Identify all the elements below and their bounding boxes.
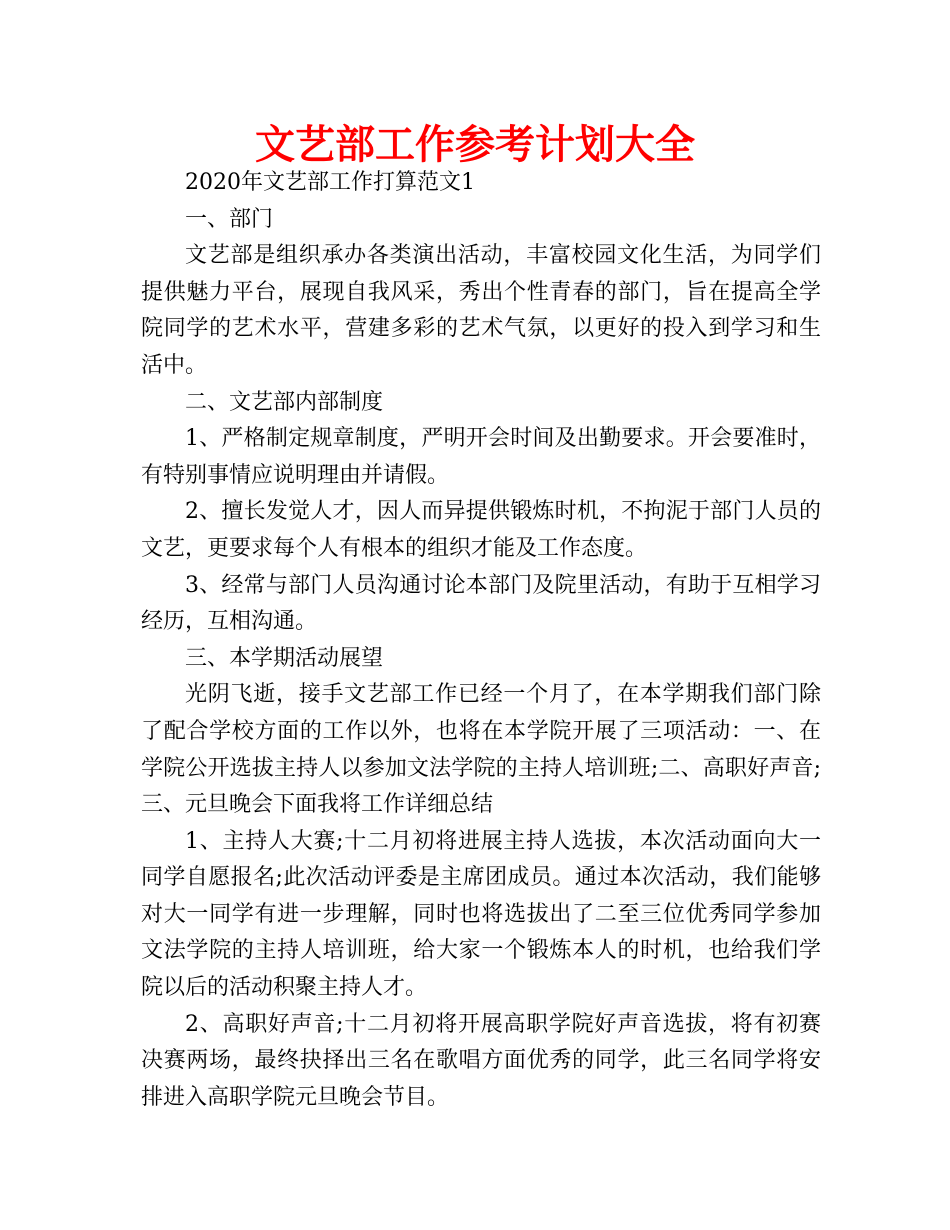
- activity-overview: 光阴飞逝，接手文艺部工作已经一个月了，在本学期我们部门除了配合学校方面的工作以外，也将在本学院开展了三项活动：一、在学院公开选拔主持人以参加文法学院的主持人培训班;二、高职好声音;三、元旦晚会下面我将工作详细总结: [141, 682, 821, 818]
- rule-item-3: 3、经常与部门人员沟通讨论本部门及院里活动，有助于互相学习经历，互相沟通。: [141, 572, 821, 635]
- activity-item-1: 1、主持人大赛;十二月初将进展主持人选拔，本次活动面向大一同学自愿报名;此次活动评委是主席团成员。通过本次活动，我们能够对大一同学有进一步理解，同时也将选拔出了二至三位优秀同学参加文法学院的主持人培训班，给大家一个锻炼本人的时机，也给我们学院以后的活动积聚主持人才。: [141, 828, 821, 1001]
- rule-item-1: 1、严格制定规章制度，严明开会时间及出勤要求。开会要准时，有特别事情应说明理由并请假。: [141, 426, 821, 488]
- document-body: [141, 165, 821, 1116]
- activity-item-2: 2、高职好声音;十二月初将开展高职学院好声音选拔，将有初赛决赛两场，最终抉择出三名在歌唱方面优秀的同学，此三名同学将安排进入高职学院元旦晚会节目。: [141, 1011, 821, 1110]
- paragraph-intro: 文艺部是组织承办各类演出活动，丰富校园文化生活，为同学们提供魅力平台，展现自我风采，秀出个性青春的部门，旨在提高全学院同学的艺术水平，营建多彩的艺术气氛，以更好的投入到学习和生活中。: [141, 243, 821, 378]
- section-heading-2: 二、文艺部内部制度: [185, 389, 384, 415]
- paragraph-1: 2020年文艺部工作打算范文1: [185, 170, 475, 195]
- rule-item-2: 2、擅长发觉人才，因人而异提供锻炼时机，不拘泥于部门人员的文艺，更要求每个人有根本的组织才能及工作态度。: [141, 499, 821, 561]
- document-title: 文艺部工作参考计划大全: [255, 121, 695, 168]
- section-heading-1: 一、部门: [185, 206, 274, 232]
- section-heading-3: 三、本学期活动展望: [185, 645, 384, 671]
